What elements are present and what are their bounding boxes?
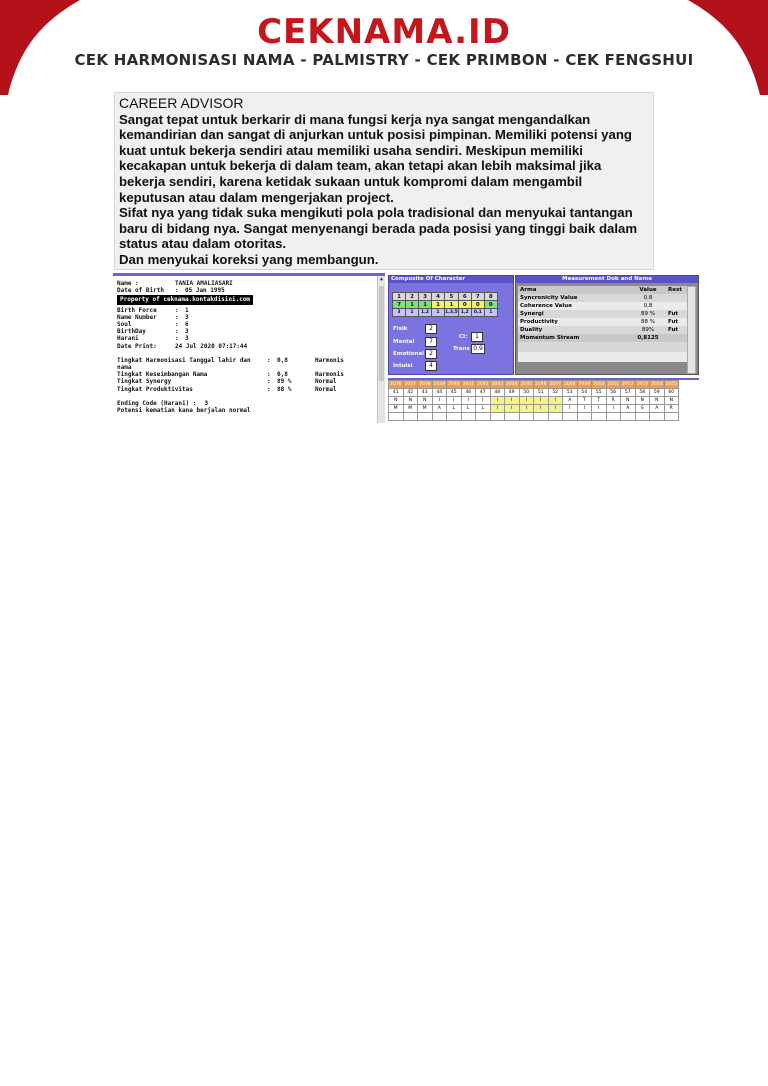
- age-cell: 49: [505, 389, 520, 397]
- measurement-name: Productivity: [520, 319, 558, 325]
- dob-value: 05 Jan 1995: [185, 287, 225, 295]
- age-cell: 59: [650, 389, 665, 397]
- grid-count: 1: [445, 301, 459, 309]
- aspect-label: Mental: [393, 339, 415, 345]
- grid-number: 3: [419, 293, 432, 301]
- letter-cell: A: [621, 405, 636, 413]
- year-cell: 2052: [622, 382, 634, 387]
- letter-cell: T: [577, 397, 592, 405]
- measurement-rest: Fut: [668, 327, 679, 333]
- brand-tagline: CEK HARMONISASI NAMA - PALMISTRY - CEK PRIMBON - CEK FENGSHUI: [74, 51, 694, 69]
- field-value: 3: [185, 313, 189, 321]
- letter-cell: I: [476, 397, 491, 405]
- aspect-value: 4: [425, 361, 437, 371]
- letter-cell: I: [606, 405, 621, 413]
- letter-cell: I: [505, 405, 520, 413]
- year-forecast-table: [388, 378, 699, 425]
- field-value: 6: [185, 321, 189, 329]
- age-cell: 58: [635, 389, 650, 397]
- measurement-value: 88 %: [641, 319, 655, 325]
- property-watermark-label: Property of ceknama.kontakdisini.com: [117, 295, 253, 304]
- tingkat-label: Tingkat Harmonisasi Tanggal lahir dan nama: [117, 356, 251, 372]
- name-label: Name :: [117, 280, 139, 287]
- letter-cell: I: [447, 397, 462, 405]
- age-cell: 57: [621, 389, 636, 397]
- letter-cell: I: [548, 405, 563, 413]
- letter-cell: I: [563, 405, 578, 413]
- column-header: Arma: [520, 287, 537, 293]
- letter-cell: R: [664, 405, 679, 413]
- empty-cell: [476, 413, 491, 421]
- measurement-value: 89 %: [641, 311, 655, 317]
- empty-cell: [621, 413, 636, 421]
- measurement-title: Measurement Dob and Name: [516, 276, 698, 283]
- grid-ratio: 1: [432, 309, 445, 317]
- letter-cell: T: [592, 397, 607, 405]
- career-advisor-title: CAREER ADVISOR: [119, 95, 244, 111]
- tingkat-status: Normal: [315, 385, 337, 393]
- aspect-value: 2: [425, 349, 437, 359]
- measurement-name: Syncronicity Value: [520, 295, 578, 301]
- empty-cell: [519, 413, 534, 421]
- year-cell: 2043: [491, 382, 503, 387]
- measurement-value: 0,8125: [637, 335, 659, 341]
- tingkat-value: 0,8: [277, 371, 288, 379]
- letter-cell: I: [577, 405, 592, 413]
- grid-count: 1: [432, 301, 445, 309]
- measurement-rest: Fut: [668, 311, 679, 317]
- letter-cell: I: [490, 405, 505, 413]
- letter-cell: I: [505, 397, 520, 405]
- date-print-label: Date Print:: [117, 342, 157, 350]
- brand-logo-text: CEKNAMA.ID: [257, 12, 511, 52]
- age-cell: 54: [577, 389, 592, 397]
- letter-cell: I: [534, 397, 549, 405]
- career-advisor-paragraph: Sifat nya yang tidak suka mengikuti pola pola tradisional dan menyukai tantangan baru di bidang nya. Sangat menyenangi berada pada posisi yang tinggi baik dalam status atau dalam otoritas.: [119, 205, 638, 252]
- profile-report-panel: Name : TANIA AMALIASARI Date of Birth : 05 Jan 1995 Property of ceknama.kontakdisini.com Birth Force : 1 Name Number : 3 Soul : 6 BirthDay : 3 Harani : 3 Date Print: 24 Jul 2020 07:17:44 Tingkat Harmonisasi Tanggal lahir dan nama : 0,8 Harmonis Tingkat Keseimbangan Nama : 0,8 Harmonis Tingkat Synergy : 89 % Normal Tingkat Produktivitas : 88 % Normal Ending Code (Harani) : 3 Potensi kematian kana berjalan normal ▲: [113, 273, 385, 423]
- letter-cell: I: [461, 397, 476, 405]
- field-label: Soul: [117, 321, 132, 329]
- field-value: 3: [185, 335, 189, 343]
- grid-number: 7: [471, 293, 484, 301]
- age-cell: 42: [403, 389, 418, 397]
- tingkat-status: Normal: [315, 378, 337, 386]
- measurement-name: Momentum Stream: [520, 335, 580, 341]
- year-cell: 2053: [636, 382, 648, 387]
- tingkat-status: Harmonis: [315, 371, 344, 379]
- field-value: 3: [185, 328, 189, 336]
- grid-number: 2: [406, 293, 419, 301]
- date-print-value: 24 Jul 2020 07:17:44: [175, 342, 248, 350]
- grid-ratio: 1,2: [458, 309, 471, 317]
- letter-cell: M: [418, 405, 433, 413]
- letter-cell: S: [635, 405, 650, 413]
- aspect-value: 2: [425, 324, 437, 334]
- grid-number: 1: [393, 293, 406, 301]
- letter-cell: I: [548, 397, 563, 405]
- tingkat-label: Tingkat Synergy: [117, 378, 172, 386]
- measurement-name: Synergi: [520, 311, 544, 317]
- scroll-up-arrow-icon[interactable]: ▲: [379, 276, 383, 282]
- dob-label: Date of Birth: [117, 287, 164, 295]
- year-cell: 2041: [462, 382, 474, 387]
- tingkat-label: Tingkat Keseimbangan Nama: [117, 371, 208, 379]
- tingkat-value: 0,8: [277, 356, 288, 364]
- empty-cell: [664, 413, 679, 421]
- letter-cell: I: [519, 405, 534, 413]
- letter-cell: N: [621, 397, 636, 405]
- composite-title: Composite Of Character: [389, 276, 513, 283]
- empty-cell: [548, 413, 563, 421]
- aspect-label: Fisik: [393, 326, 408, 332]
- letter-cell: N: [635, 397, 650, 405]
- year-cell: 2049: [578, 382, 590, 387]
- composite-grid: [392, 292, 498, 317]
- empty-cell: [577, 413, 592, 421]
- empty-cell: [432, 413, 447, 421]
- potensi-text: Potensi kematian kana berjalan normal: [117, 407, 251, 415]
- age-cell: 51: [534, 389, 549, 397]
- grid-ratio: 3: [393, 309, 406, 317]
- letter-cell: L: [447, 405, 462, 413]
- letter-cell: A: [563, 397, 578, 405]
- grid-ratio: 1: [406, 309, 419, 317]
- grid-ratio: 1: [484, 309, 497, 317]
- letter-cell: N: [403, 397, 418, 405]
- grid-number: 8: [484, 293, 497, 301]
- year-cell: 2050: [593, 382, 605, 387]
- age-cell: 52: [548, 389, 563, 397]
- year-cell: 2036: [390, 382, 402, 387]
- year-cell: 2054: [651, 382, 663, 387]
- career-advisor-box: [114, 92, 654, 270]
- grid-ratio: 0,1: [471, 309, 484, 317]
- year-cell: 2039: [433, 382, 445, 387]
- measurement-table: [518, 286, 688, 362]
- letter-cell: I: [490, 397, 505, 405]
- trans-value: 0.9: [471, 344, 485, 354]
- grid-number: 6: [458, 293, 471, 301]
- empty-cell: [534, 413, 549, 421]
- empty-cell: [592, 413, 607, 421]
- age-cell: 45: [447, 389, 462, 397]
- tingkat-value: 89 %: [277, 378, 292, 386]
- trans-label: Trans: [453, 346, 470, 352]
- letter-cell: I: [534, 405, 549, 413]
- empty-cell: [606, 413, 621, 421]
- age-cell: 41: [389, 389, 404, 397]
- measurement-rest: [668, 302, 688, 310]
- measurement-rest: [668, 334, 688, 342]
- age-cell: 60: [664, 389, 679, 397]
- grid-number: 5: [445, 293, 459, 301]
- field-label: BirthDay: [117, 328, 146, 336]
- empty-cell: [650, 413, 665, 421]
- grid-count: 1: [419, 301, 432, 309]
- year-cell: 2038: [419, 382, 431, 387]
- composite-of-character-panel: [388, 275, 514, 375]
- empty-cell: [563, 413, 578, 421]
- grid-count: 1: [406, 301, 419, 309]
- year-cell: 2051: [607, 382, 619, 387]
- letter-cell: N: [418, 397, 433, 405]
- letter-cell: N: [389, 397, 404, 405]
- measurement-value: 89%: [641, 327, 655, 333]
- tingkat-label: Tingkat Produktivitas: [117, 385, 193, 393]
- age-cell: 46: [461, 389, 476, 397]
- measurement-value: 0,8: [643, 303, 653, 309]
- letter-cell: M: [389, 405, 404, 413]
- scrollbar-thumb[interactable]: [379, 286, 384, 381]
- grid-count: 0: [458, 301, 471, 309]
- empty-cell: [490, 413, 505, 421]
- year-cell: 2045: [520, 382, 532, 387]
- measurement-rest: [668, 294, 688, 302]
- age-cell: 50: [519, 389, 534, 397]
- measurement-name: Coherence Value: [520, 303, 572, 309]
- empty-cell: [403, 413, 418, 421]
- field-label: Birth Force: [117, 306, 157, 314]
- empty-cell: [505, 413, 520, 421]
- field-label: Name Number: [117, 313, 157, 321]
- grid-ratio: 1,3,5: [445, 310, 458, 315]
- letter-cell: L: [461, 405, 476, 413]
- empty-cell: [447, 413, 462, 421]
- year-cell: 2048: [564, 382, 576, 387]
- letter-cell: I: [519, 397, 534, 405]
- tingkat-status: Harmonis: [315, 356, 344, 364]
- grid-number: 4: [432, 293, 445, 301]
- age-cell: 56: [606, 389, 621, 397]
- ending-code-label: Ending Code (Harani) :: [117, 399, 197, 407]
- age-cell: 53: [563, 389, 578, 397]
- report-scrollbar[interactable]: [377, 276, 385, 423]
- age-cell: 55: [592, 389, 607, 397]
- column-header: Rest: [668, 287, 682, 293]
- year-cell: 2040: [448, 382, 460, 387]
- letter-cell: A: [432, 405, 447, 413]
- empty-cell: [461, 413, 476, 421]
- year-cell: 2042: [477, 382, 489, 387]
- measurement-rest: Fut: [668, 319, 679, 325]
- name-value: TANIA AMALIASARI: [175, 280, 233, 287]
- year-cell: 2047: [549, 382, 561, 387]
- aspect-label: Intuisi: [393, 363, 413, 369]
- year-cell: 2044: [506, 382, 518, 387]
- aspect-value: 7: [425, 337, 437, 347]
- measurement-name: Duality: [520, 327, 543, 333]
- grid-count: 0: [484, 301, 497, 309]
- letter-cell: N: [650, 397, 665, 405]
- letter-cell: M: [403, 405, 418, 413]
- letter-cell: R: [606, 397, 621, 405]
- grid-ratio: 1,2: [419, 309, 432, 317]
- measurement-panel: [515, 275, 699, 375]
- age-cell: 48: [490, 389, 505, 397]
- career-advisor-paragraph: Sangat tepat untuk berkarir di mana fungsi kerja nya sangat mengandalkan kemandirian dan sangat di anjurkan untuk posisi pimpinan. Memiliki potensi yang kuat untuk bekerja sendiri atau memiliki usaha sendiri. Meskipun memiliki kecakapan untuk bekerja di dalam team, akan tetapi akan lebih maksimal jika bekerja sendiri, karena ketidak sukaan untuk kompromi dalam mengambil keputusan atau dalam mengerjakan project.: [119, 111, 632, 205]
- letter-cell: I: [432, 397, 447, 405]
- empty-cell: [389, 413, 404, 421]
- tingkat-value: 88 %: [277, 385, 292, 393]
- age-cell: 47: [476, 389, 491, 397]
- letter-cell: N: [664, 397, 679, 405]
- age-cell: 44: [432, 389, 447, 397]
- career-advisor-paragraph: Dan menyukai koreksi yang membangun.: [119, 251, 379, 267]
- letter-cell: L: [476, 405, 491, 413]
- year-cell: 2046: [535, 382, 547, 387]
- age-cell: 43: [418, 389, 433, 397]
- year-cell: 2055: [665, 382, 677, 387]
- field-value: 1: [185, 306, 189, 314]
- numerology-app-window: [113, 273, 699, 423]
- aspect-label: Emotional: [393, 351, 425, 357]
- letter-cell: A: [650, 405, 665, 413]
- grid-count: 0: [471, 301, 484, 309]
- field-label: Harani: [117, 335, 139, 343]
- ci-value: 1: [471, 332, 483, 342]
- ci-label: CI:: [459, 334, 468, 340]
- measurement-value: 0,8: [643, 295, 653, 301]
- ending-code-value: 3: [204, 399, 209, 407]
- empty-cell: [635, 413, 650, 421]
- empty-cell: [418, 413, 433, 421]
- year-cell: 2037: [404, 382, 416, 387]
- measurement-scrollbar[interactable]: [687, 286, 696, 374]
- column-header: Value: [639, 287, 657, 293]
- grid-count: 7: [393, 301, 406, 309]
- letter-cell: I: [592, 405, 607, 413]
